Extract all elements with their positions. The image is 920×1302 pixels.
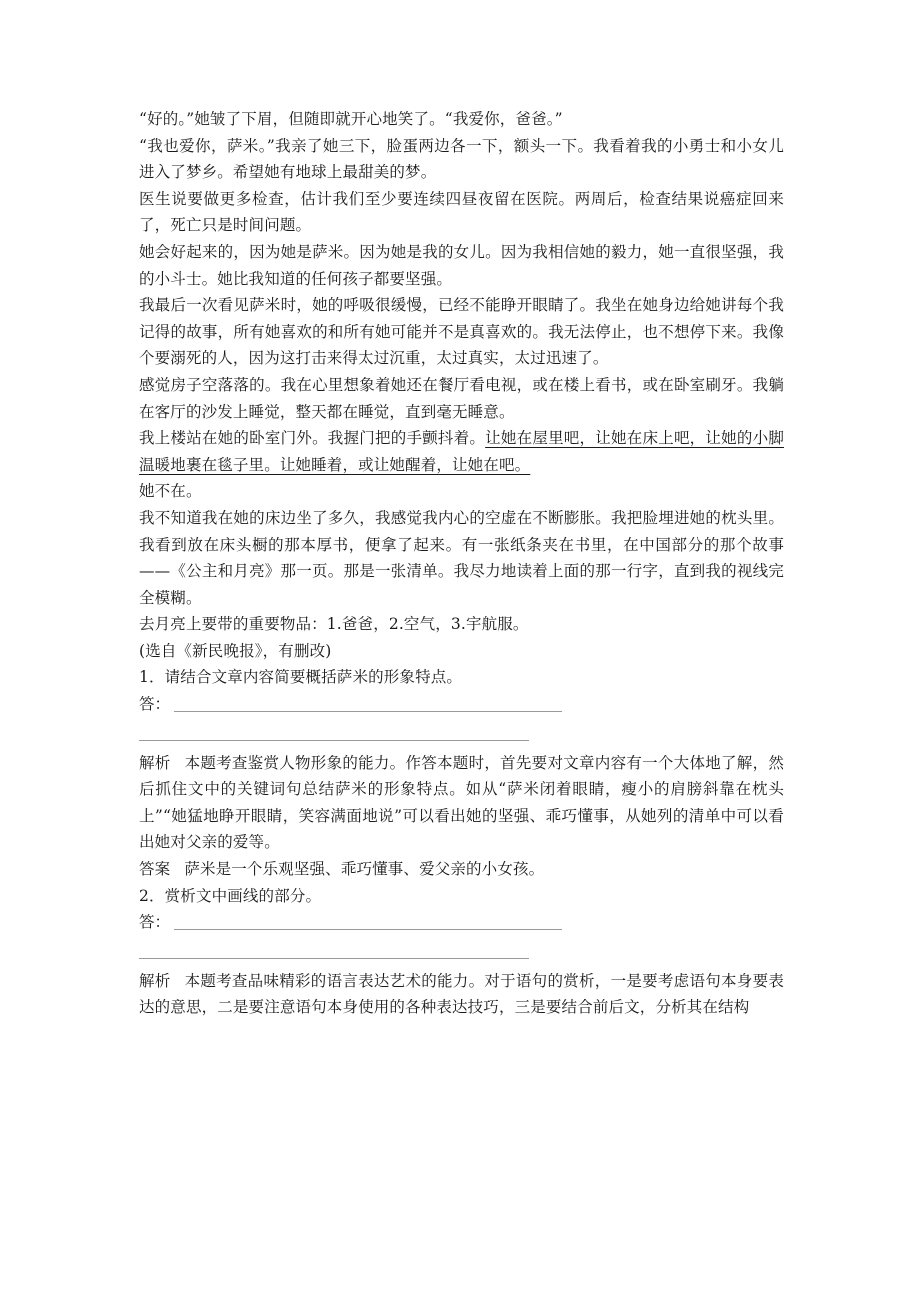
paragraph: 我最后一次看见萨米时，她的呼吸很缓慢，已经不能睁开眼睛了。我坐在她身边给她讲每个我记得的故事，所有她喜欢的和所有她可能并不是真喜欢的。我无法停止，也不想停下来。我像个要溺死的人，因为这打击来得太过沉重，太过真实，太过迅速了。 [139,296,784,368]
paragraph: 我不知道我在她的床边坐了多久，我感觉我内心的空虚在不断膨胀。我把脸埋进她的枕头里。我看到放在床头橱的那本厚书，便拿了起来。有一张纸条夹在书里，在中国部分的那个故事——《公主和月亮》那一页。那是一张清单。我尽力地读着上面的那一行字，直到我的视线完全模糊。 [139,508,784,607]
document-page [139,106,784,1021]
answer-line-1 [139,691,784,718]
paragraph: 她会好起来的，因为她是萨米。因为她是我的女儿。因为我相信她的毅力，她一直很坚强，我的小斗士。她比我知道的任何孩子都要坚强。 [139,242,784,288]
paragraph: 她不在。 [139,482,202,501]
paragraph: 去月亮上要带的重要物品：1.爸爸，2.空气，3.宇航服。 [139,615,529,634]
answer-text: 萨米是一个乐观坚强、乖巧懂事、爱父亲的小女孩。 [184,860,545,879]
analysis-text: 本题考查鉴赏人物形象的能力。作答本题时，首先要对文章内容有一个大体地了解，然后抓住文中的关键词句总结萨米的形象特点。如从“萨米闭着眼睛，瘦小的肩膀斜靠在枕头上”“她猛地睁开眼睛，笑容满面地说”可以看出她的坚强、乖巧懂事，从她列的清单中可以看出她对父亲的爱等。 [139,753,784,852]
answer-line-2 [139,909,784,936]
answer-blank [174,911,562,930]
answer-blank-line [139,936,529,959]
answer-prefix: 答： [139,695,171,714]
source-note: (选自《新民晚报》，有删改) [139,641,332,660]
answer-blank-line [139,718,529,741]
analysis-label: 解析 [139,753,171,772]
analysis-label: 解析 [139,971,171,990]
paragraph-with-underline [139,425,784,478]
analysis-2 [139,968,784,1021]
analysis-1 [139,750,784,856]
answer-1 [139,856,784,883]
question-1: 1．请结合文章内容简要概括萨米的形象特点。 [139,668,463,687]
answer-prefix: 答： [139,913,171,932]
analysis-text: 本题考查品味精彩的语言表达艺术的能力。对于语句的赏析，一是要考虑语句本身要表达的意思，二是要注意语句本身使用的各种表达技巧，三是要结合前后文，分析其在结构 [139,971,784,1017]
paragraph: “好的。”她皱了下眉，但随即就开心地笑了。“我爱你，爸爸。” [139,110,563,128]
paragraph-plain-text: 我上楼站在她的卧室门外。我握门把的手颤抖着。 [139,429,486,448]
paragraph: 感觉房子空落落的。我在心里想象着她还在餐厅看电视，或在楼上看书，或在卧室刷牙。我躺在客厅的沙发上睡觉，整天都在睡觉，直到毫无睡意。 [139,375,784,421]
question-2: 2．赏析文中画线的部分。 [139,886,322,905]
answer-label: 答案 [139,860,171,879]
paragraph: 医生说要做更多检查，估计我们至少要连续四昼夜留在医院。两周后，检查结果说癌症回来了，死亡只是时间问题。 [139,189,784,235]
answer-blank [174,693,562,712]
paragraph: “我也爱你，萨米。”我亲了她三下，脸蛋两边各一下，额头一下。我看着我的小勇士和小女儿进入了梦乡。希望她有地球上最甜美的梦。 [139,136,784,182]
underlined-text: 让她在屋里吧，让她在床上吧，让她的小脚温暖地裹在毯子里。让她睡着，或让她醒着，让她在吧。 [139,429,784,474]
